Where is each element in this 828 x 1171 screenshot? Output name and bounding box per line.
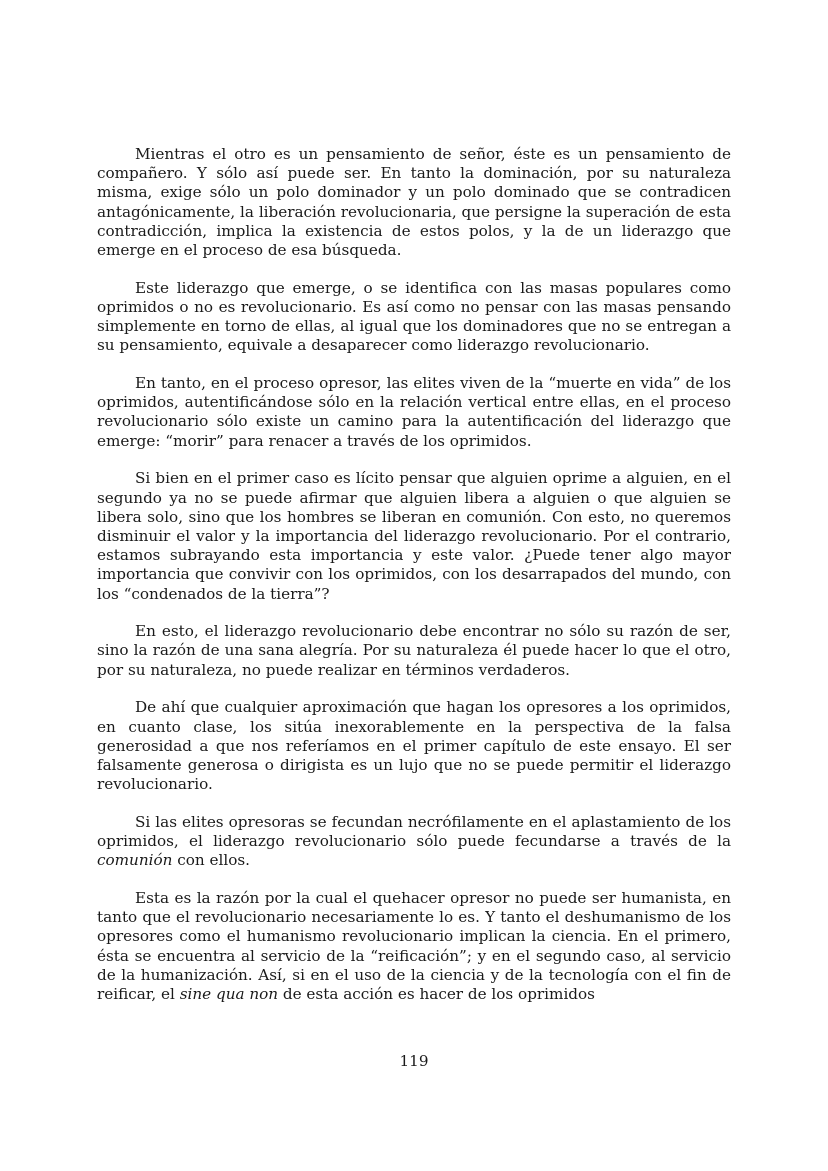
- paragraph-8-italic-term: sine qua non: [179, 985, 279, 1004]
- page-number: 119: [399, 1052, 429, 1070]
- paragraph-8-text-end: de esta acción es hacer de los oprimidos: [278, 985, 595, 1004]
- paragraph-8: [97, 889, 731, 1004]
- paragraph-5: [97, 622, 731, 680]
- page-body: [97, 145, 731, 1004]
- paragraph-4-text: Si bien en el primer caso es lícito pensar que alguien oprime a alguien, en el segundo ya no se puede afirmar que alguien libera a alguien o que alguien se libera solo, sino que los hombres se liberan en comunión. Con esto, no queremos disminuir el valor y la importancia del liderazgo revolucionario. Por el contrario, estamos subrayando esta importancia y este valor. ¿Puede tener algo mayor importancia que convivir con los oprimidos, con los desarrapados del mundo, con los “condenados de la tierra”?: [97, 469, 731, 603]
- paragraph-1-text: Mientras el otro es un pensamiento de señor, éste es un pensamiento de compañero. Y sólo así puede ser. En tanto la dominación, por su naturaleza misma, exige sólo un polo dominador y un polo dominado que se contradicen antagónicamente, la liberación revolucionaria, que persigne la superación de esta contradicción, implica la existencia de estos polos, y la de un liderazgo que emerge en el proceso de esa búsqueda.: [97, 145, 731, 260]
- paragraph-6-text: De ahí que cualquier aproximación que hagan los opresores a los oprimidos, en cuanto clase, los sitúa inexorablemente en la perspectiva de la falsa generosidad a que nos referíamos en el primer capítulo de este ensayo. El ser falsamente generosa o dirigista es un lujo que no se puede permitir el liderazgo revolucionario.: [97, 698, 731, 794]
- paragraph-2-text: Este liderazgo que emerge, o se identifica con las masas populares como oprimidos o no es revolucionario. Es así como no pensar con las masas pensando simplemente en torno de ellas, al igual que los dominadores que no se entregan a su pensamiento, equivale a desaparecer como liderazgo revolucionario.: [97, 278, 731, 355]
- paragraph-5-text: En esto, el liderazgo revolucionario debe encontrar no sólo su razón de ser, sino la razón de una sana alegría. Por su naturaleza él puede hacer lo que el otro, por su naturaleza, no puede realizar en términos verdaderos.: [97, 622, 731, 679]
- paragraph-1: [97, 145, 731, 260]
- paragraph-3: [97, 374, 731, 451]
- paragraph-2: [97, 279, 731, 356]
- paragraph-4: [97, 469, 731, 603]
- paragraph-3-text: En tanto, en el proceso opresor, las elites viven de la “muerte en vida” de los oprimidos, autentificándose sólo en la relación vertical entre ellas, en el proceso revolucionario sólo existe un camino para la autentificación del liderazgo que emerge: “morir” para renacer a través de los oprimidos.: [97, 374, 731, 450]
- paragraph-7: [97, 813, 731, 871]
- paragraph-6: [97, 698, 731, 794]
- paragraph-7-italic-term: comunión: [97, 851, 173, 870]
- paragraph-7-text-end: con ellos.: [172, 851, 250, 870]
- paragraph-7-text: Si las elites opresoras se fecundan necrófilamente en el aplastamiento de los oprimidos, el liderazgo revolucionario sólo puede fecundarse a través de la: [97, 812, 731, 851]
- paragraph-8-text: Esta es la razón por la cual el quehacer opresor no puede ser humanista, en tanto que el revolucionario necesariamente lo es. Y tanto el deshumanismo de los opresores como el humanismo revolucionario implican la ciencia. En el primero, ésta se encuentra al servicio de la “reificación”; y en el segundo caso, al servicio de la humanización. Así, si en el uso de la ciencia y de la tecnología con el fin de reificar, el: [97, 889, 731, 1004]
